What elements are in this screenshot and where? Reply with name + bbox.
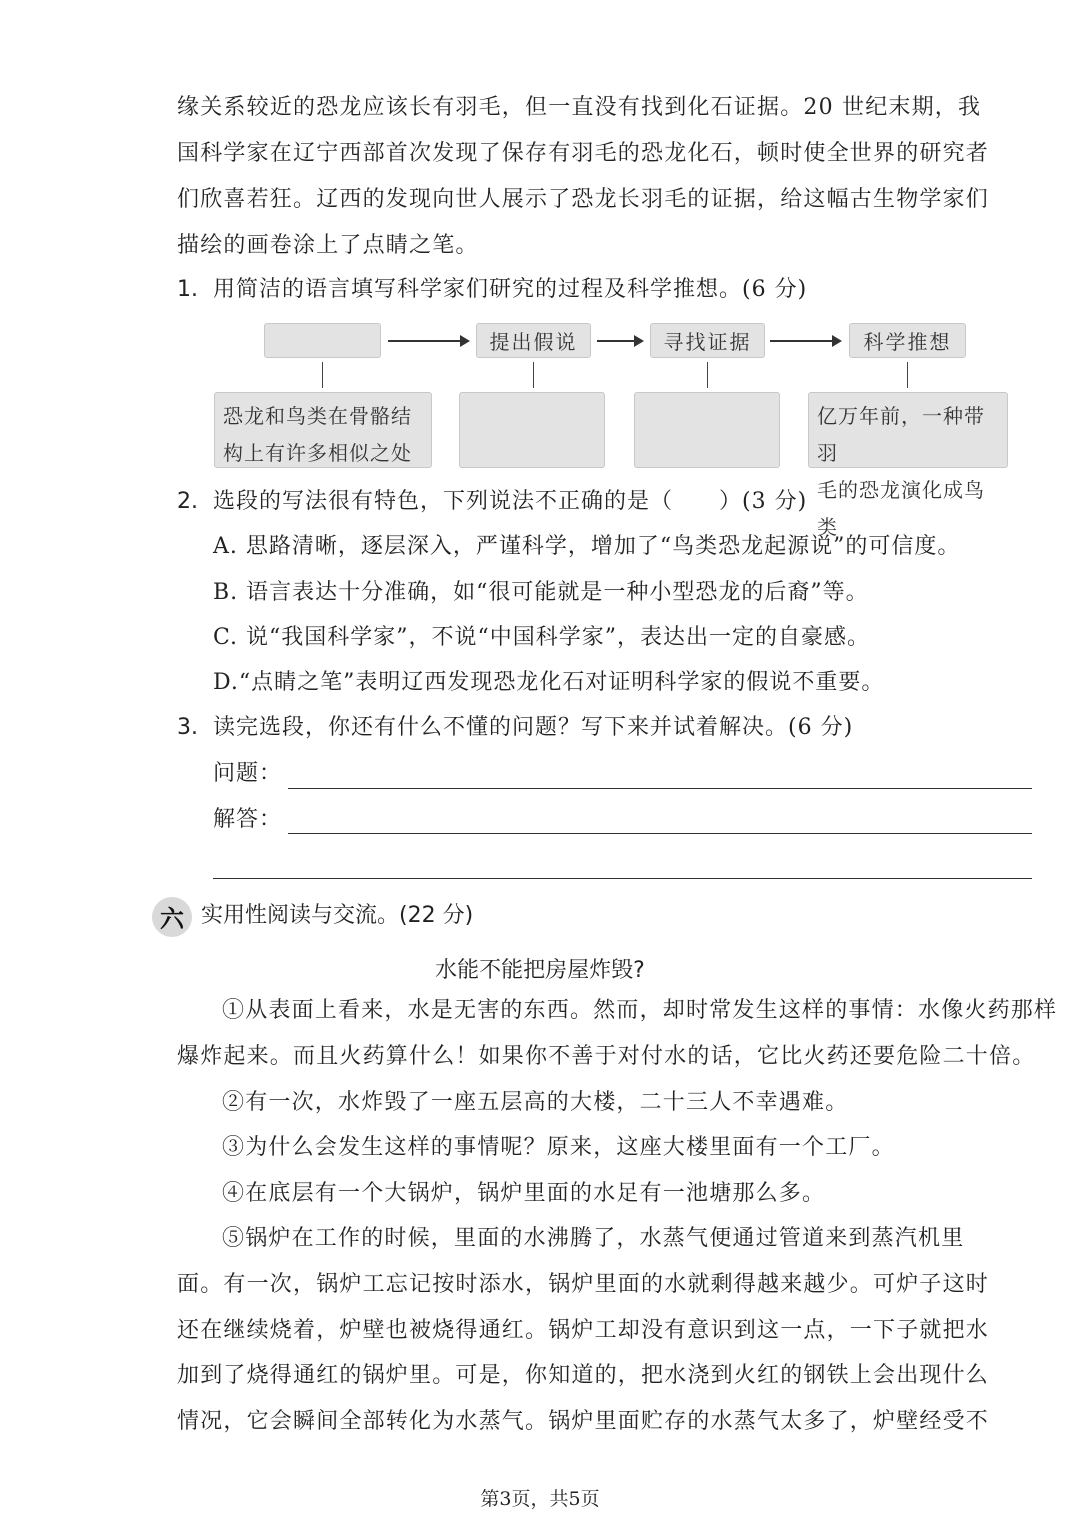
question-3-number: 3. bbox=[177, 715, 198, 740]
arrow-icon bbox=[770, 340, 840, 342]
arrow-icon bbox=[388, 340, 468, 342]
flow-detail-4 bbox=[808, 392, 1008, 539]
connector-line bbox=[322, 362, 323, 388]
connector-line bbox=[907, 362, 908, 388]
article-line: ①从表面上看来，水是无害的东西。然而，却时常发生这样的事情：水像火药那样 bbox=[222, 998, 1058, 1023]
question-1-number: 1. bbox=[177, 277, 198, 302]
article-line: 还在继续烧着，炉壁也被烧得通红。锅炉工却没有意识到这一点，一下子就把水 bbox=[177, 1318, 990, 1343]
option-a[interactable]: A. 思路清晰，逐层深入，严谨科学，增加了“鸟类恐龙起源说”的可信度。 bbox=[213, 534, 961, 559]
article-line: 爆炸起来。而且火药算什么！如果你不善于对付水的话，它比火药还要危险二十倍。 bbox=[177, 1044, 1036, 1069]
article-line: 加到了烧得通红的锅炉里。可是，你知道的，把水浇到火红的钢铁上会出现什么 bbox=[177, 1363, 990, 1388]
question-label: 问题： bbox=[213, 761, 283, 786]
article-line: ④在底层有一个大锅炉，锅炉里面的水足有一池塘那么多。 bbox=[222, 1181, 826, 1206]
flow-step-2: 提出假说 bbox=[476, 323, 591, 358]
page-footer: 第3页，共5页 bbox=[480, 1488, 600, 1510]
question-2-text: 选段的写法很有特色，下列说法不正确的是（ ）(3 分) bbox=[213, 489, 808, 514]
question-3-text: 读完选段，你还有什么不懂的问题？写下来并试着解决。(6 分) bbox=[213, 715, 854, 740]
passage-line: 们欣喜若狂。辽西的发现向世人展示了恐龙长羽毛的证据，给这幅古生物学家们 bbox=[177, 187, 990, 212]
question-1-text: 用简洁的语言填写科学家们研究的过程及科学推想。(6 分) bbox=[213, 277, 808, 302]
article-line: ②有一次，水炸毁了一座五层高的大楼，二十三人不幸遇难。 bbox=[222, 1090, 849, 1115]
option-b[interactable]: B. 语言表达十分准确，如“很可能就是一种小型恐龙的后裔”等。 bbox=[213, 580, 869, 605]
answer-label: 解答： bbox=[213, 807, 283, 832]
connector-line bbox=[533, 362, 534, 388]
flow-detail-4-line: 亿万年前，一种带羽 bbox=[817, 404, 985, 465]
section-number: 六 bbox=[160, 905, 184, 933]
connector-line bbox=[707, 362, 708, 388]
flow-detail-4-line: 毛的恐龙演化成鸟类 bbox=[817, 478, 985, 539]
flow-step-1-blank[interactable] bbox=[264, 323, 381, 358]
flow-detail-1-line: 构上有许多相似之处 bbox=[223, 441, 412, 465]
article-line: 情况，它会瞬间全部转化为水蒸气。锅炉里面贮存的水蒸气太多了，炉壁经受不 bbox=[177, 1409, 990, 1434]
flow-detail-1-line: 恐龙和鸟类在骨骼结 bbox=[223, 404, 412, 428]
question-answer-line[interactable] bbox=[288, 788, 1032, 789]
passage-line: 描绘的画卷涂上了点睛之笔。 bbox=[177, 233, 479, 258]
flow-step-3: 寻找证据 bbox=[650, 323, 765, 358]
arrow-icon bbox=[597, 340, 642, 342]
passage-line: 缘关系较近的恐龙应该长有羽毛，但一直没有找到化石证据。20 世纪末期，我 bbox=[177, 95, 982, 120]
flow-detail-3-blank[interactable] bbox=[634, 392, 780, 468]
article-line: ③为什么会发生这样的事情呢？原来，这座大楼里面有一个工厂。 bbox=[222, 1135, 895, 1160]
passage-line: 国科学家在辽宁西部首次发现了保存有羽毛的恐龙化石，顿时使全世界的研究者 bbox=[177, 141, 990, 166]
question-2-number: 2. bbox=[177, 489, 198, 514]
flow-detail-2-blank[interactable] bbox=[459, 392, 605, 468]
section-title: 实用性阅读与交流。(22 分) bbox=[201, 903, 474, 928]
article-title: 水能不能把房屋炸毁? bbox=[435, 958, 645, 983]
flow-step-4: 科学推想 bbox=[849, 323, 966, 358]
article-line: ⑤锅炉在工作的时候，里面的水沸腾了，水蒸气便通过管道来到蒸汽机里 bbox=[222, 1226, 965, 1251]
option-c[interactable]: C. 说“我国科学家”，不说“中国科学家”，表达出一定的自豪感。 bbox=[213, 625, 871, 650]
article-line: 面。有一次，锅炉工忘记按时添水，锅炉里面的水就剩得越来越少。可炉子这时 bbox=[177, 1272, 990, 1297]
answer-line[interactable] bbox=[288, 833, 1032, 834]
answer-line-extra[interactable] bbox=[213, 878, 1032, 879]
option-d[interactable]: D.“点睛之笔”表明辽西发现恐龙化石对证明科学家的假说不重要。 bbox=[213, 670, 885, 695]
flow-detail-1 bbox=[214, 392, 432, 468]
